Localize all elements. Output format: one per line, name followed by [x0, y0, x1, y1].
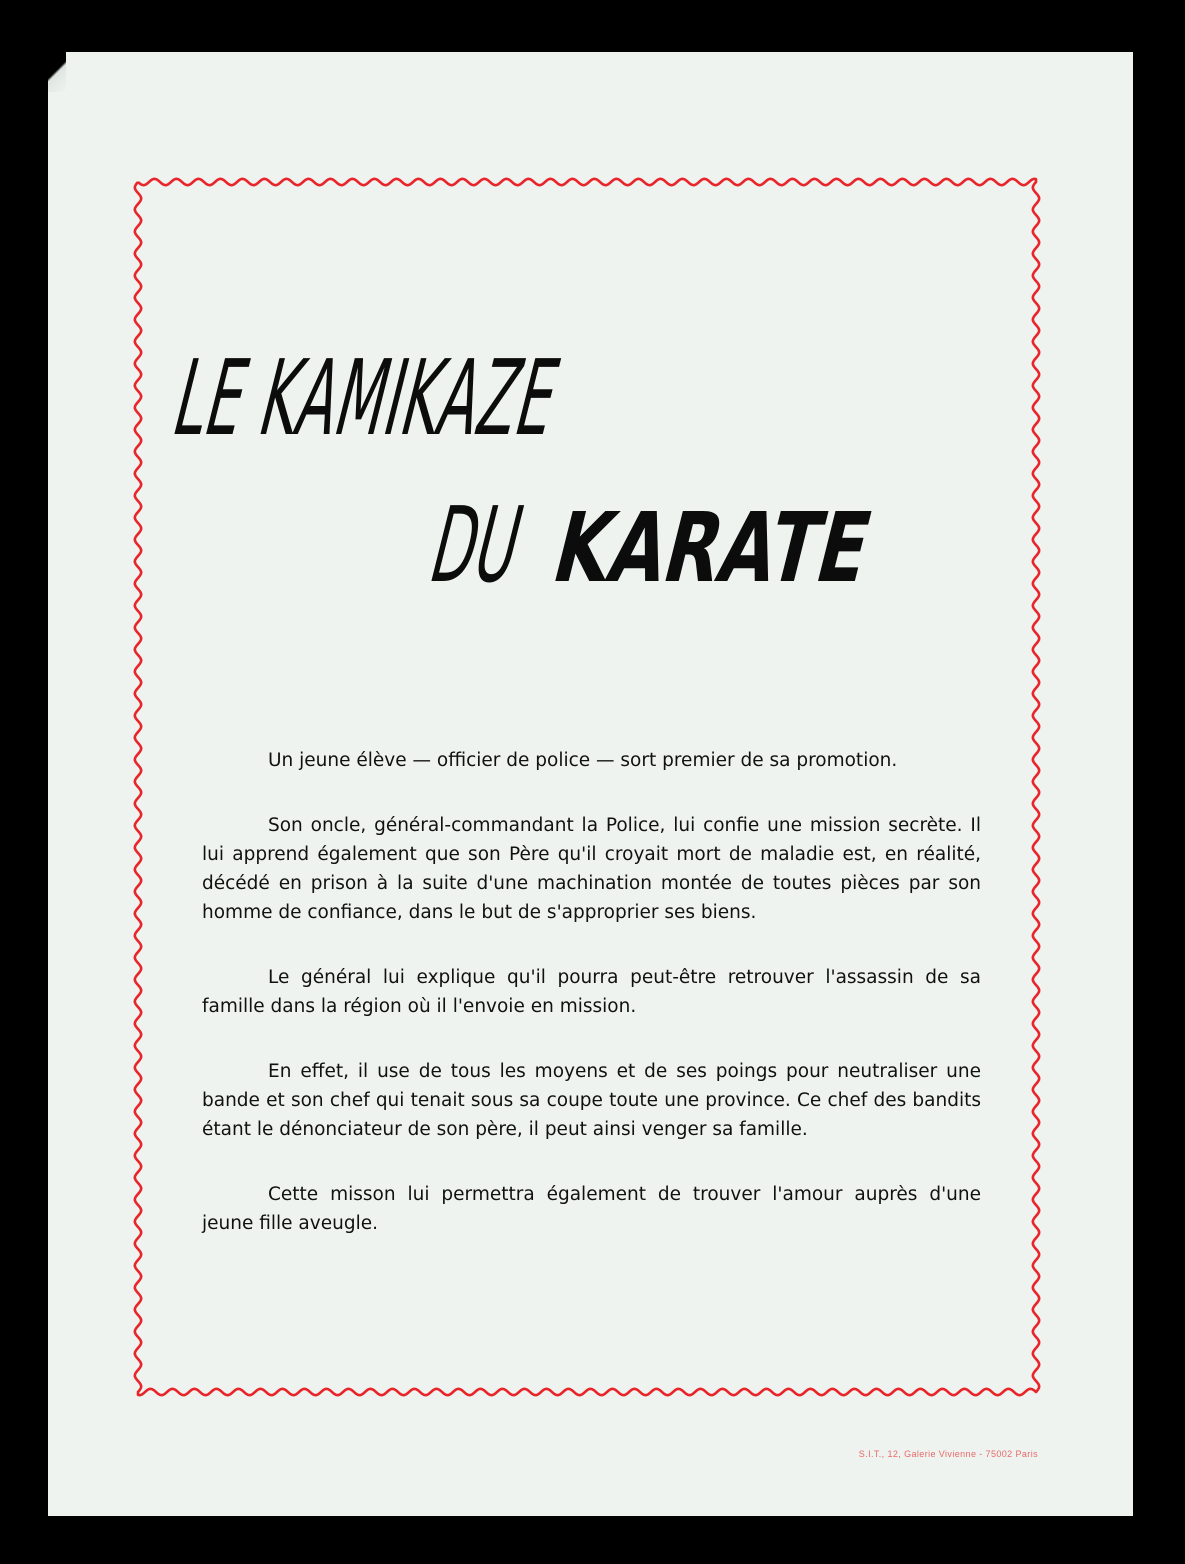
title-line-2-main: KARATE [543, 492, 883, 604]
title-line-2-prefix: DU [419, 484, 535, 606]
synopsis [202, 746, 981, 1274]
title-line-1: LE KAMIKAZE [162, 337, 572, 459]
paragraph-2: Son oncle, général-commandant la Police, lui confie une mission secrète. Il lui apprend également que son Père qu'il croyait mort de maladie est, en réalité, décédé en prison à la suite d'une machination montée de toutes pièces par son homme de confiance, dans le but de s'approprier ses biens. [202, 815, 981, 923]
paragraph-4: En effet, il use de tous les moyens et de ses poings pour neutraliser une bande et son chef qui tenait sous sa coupe toute une province. Ce chef des bandits étant le dénonciateur de son père, il peut ainsi venger sa famille. [202, 1061, 981, 1140]
paragraph-5: Cette misson lui permettra également de trouver l'amour auprès d'une jeune fille aveugle. [202, 1184, 981, 1234]
paragraph-3: Le général lui explique qu'il pourra peut-être retrouver l'assassin de sa famille dans la région où il l'envoie en mission. [202, 967, 981, 1017]
printer-imprint: S.I.T., 12, Galerie Vivienne - 75002 Paris [858, 1449, 1038, 1459]
paragraph-1: Un jeune élève — officier de police — sort premier de sa promotion. [268, 750, 898, 771]
printed-sheet [48, 52, 1133, 1516]
